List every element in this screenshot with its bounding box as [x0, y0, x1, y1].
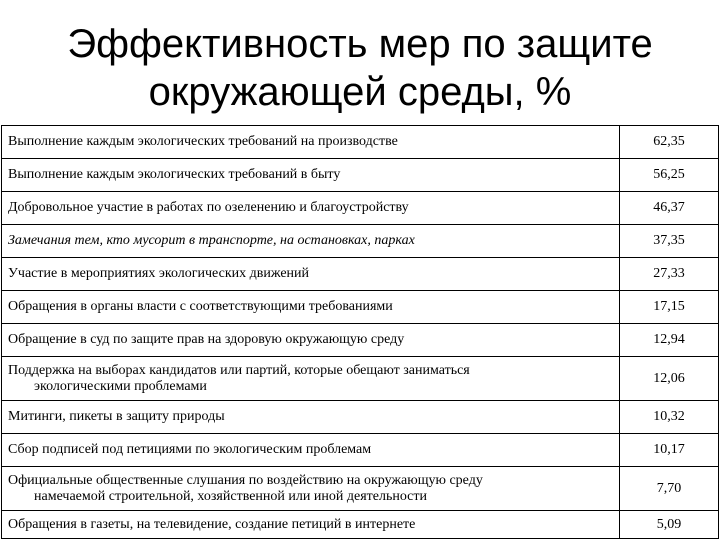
- title-line-1: Эффективность мер по защите: [67, 22, 653, 66]
- measure-label-line-1: Поддержка на выборах кандидатов или партий, которые обещают заниматься: [8, 362, 470, 378]
- table-row: [2, 467, 719, 511]
- table-row: [2, 225, 719, 258]
- table-row: [2, 258, 719, 291]
- measure-value: 10,17: [620, 434, 719, 467]
- measure-label: Обращение в суд по защите прав на здоровую окружающую среду: [2, 324, 620, 357]
- measure-label: Добровольное участие в работах по озеленению и благоустройству: [2, 192, 620, 225]
- table-row: [2, 126, 719, 159]
- table-row: [2, 434, 719, 467]
- measure-label-line-2: экологическими проблемами: [34, 378, 207, 394]
- slide-title: [0, 20, 720, 116]
- measure-value: 10,32: [620, 401, 719, 434]
- title-line-2: окружающей среды, %: [148, 70, 572, 114]
- table-row: [2, 511, 719, 539]
- measure-value: 12,06: [620, 357, 719, 401]
- measure-label: Выполнение каждым экологических требований на производстве: [2, 126, 620, 159]
- measure-value: 37,35: [620, 225, 719, 258]
- table-row: [2, 192, 719, 225]
- measure-label: Выполнение каждым экологических требований в быту: [2, 159, 620, 192]
- table-row: [2, 291, 719, 324]
- measure-value: 62,35: [620, 126, 719, 159]
- table-row: [2, 357, 719, 401]
- measure-label: [2, 467, 620, 511]
- measure-label: Обращения в газеты, на телевидение, создание петиций в интернете: [2, 511, 620, 539]
- measure-label-line-1: Официальные общественные слушания по воздействию на окружающую среду: [8, 472, 483, 488]
- table-row: [2, 159, 719, 192]
- measure-value: 5,09: [620, 511, 719, 539]
- measure-value: 46,37: [620, 192, 719, 225]
- measure-label: Обращения в органы власти с соответствующими требованиями: [2, 291, 620, 324]
- table-row: [2, 324, 719, 357]
- measure-label: [2, 357, 620, 401]
- measure-label: Участие в мероприятиях экологических движений: [2, 258, 620, 291]
- measure-value: 17,15: [620, 291, 719, 324]
- measure-value: 12,94: [620, 324, 719, 357]
- table-row: [2, 401, 719, 434]
- measures-table: [1, 125, 719, 539]
- measure-label: Митинги, пикеты в защиту природы: [2, 401, 620, 434]
- measure-value: 27,33: [620, 258, 719, 291]
- measure-label-line-2: намечаемой строительной, хозяйственной или иной деятельности: [34, 488, 428, 504]
- measure-value: 7,70: [620, 467, 719, 511]
- measure-value: 56,25: [620, 159, 719, 192]
- measure-label: Сбор подписей под петициями по экологическим проблемам: [2, 434, 620, 467]
- measure-label: Замечания тем, кто мусорит в транспорте, на остановках, парках: [2, 225, 620, 258]
